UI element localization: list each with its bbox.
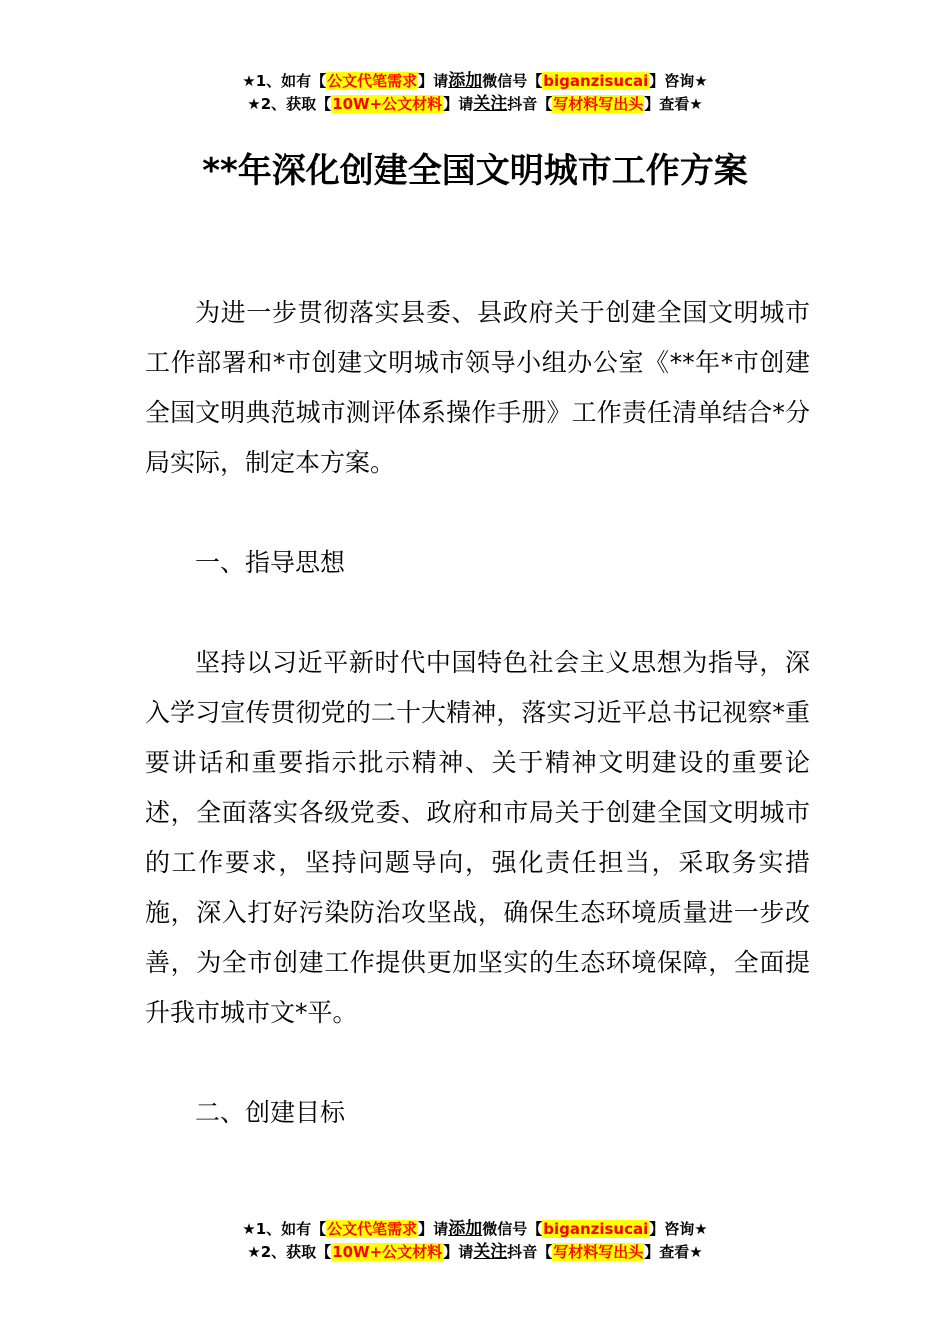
promo-text: 】查看 [644, 95, 690, 113]
promo-highlight: 公文代笔需求 [327, 1220, 418, 1238]
star-icon: ★ [694, 72, 708, 90]
promo-text: 抖音【 [507, 1243, 553, 1261]
promo-emphasis: 添加 [448, 71, 483, 91]
promo-highlight: 公文代笔需求 [327, 72, 418, 90]
promo-text: 】请 [443, 1243, 474, 1261]
promo-text: 1、如有【 [255, 72, 327, 90]
promo-line-1 [0, 70, 950, 93]
promo-text: 微信号【 [482, 72, 543, 90]
promo-text: 】咨询 [649, 72, 695, 90]
star-icon: ★ [689, 1243, 703, 1261]
section-heading-2: 二、创建目标 [195, 1098, 346, 1127]
promo-emphasis: 添加 [448, 1219, 483, 1239]
promo-emphasis: 关注 [473, 1242, 508, 1262]
paragraph-gap [145, 488, 810, 538]
promo-text: 】咨询 [649, 1220, 695, 1238]
star-icon: ★ [242, 72, 256, 90]
promo-douyin-id: 写材料写出头 [553, 1243, 644, 1261]
promo-text: 微信号【 [482, 1220, 543, 1238]
promo-text: 2、获取【 [260, 1243, 332, 1261]
section-heading-1: 一、指导思想 [195, 548, 346, 577]
promo-text: 1、如有【 [255, 1220, 327, 1238]
document-title: **年深化创建全国文明城市工作方案 [202, 151, 748, 191]
star-icon: ★ [247, 1243, 261, 1261]
star-icon: ★ [694, 1220, 708, 1238]
promo-emphasis: 关注 [473, 94, 508, 114]
promo-highlight: 10W+公文材料 [332, 1243, 443, 1261]
star-icon: ★ [689, 95, 703, 113]
promo-text: 】请 [443, 95, 474, 113]
promo-text: 抖音【 [507, 95, 553, 113]
promo-text: 】查看 [644, 1243, 690, 1261]
promo-line-2 [0, 1241, 950, 1264]
star-icon: ★ [247, 95, 261, 113]
paragraph-gap [145, 1038, 810, 1088]
paragraph-gap [145, 588, 810, 638]
intro-paragraph: 为进一步贯彻落实县委、县政府关于创建全国文明城市工作部署和*市创建文明城市领导小组办公室《**年*市创建全国文明典范城市测评体系操作手册》工作责任清单结合*分局实际，制定本方案。 [145, 298, 810, 477]
promo-line-2 [0, 93, 950, 116]
promo-text: 2、获取【 [260, 95, 332, 113]
promo-wechat-id: biganzisucai [543, 1220, 649, 1238]
promo-text: 】请 [418, 72, 449, 90]
section-1-paragraph: 坚持以习近平新时代中国特色社会主义思想为指导，深入学习宣传贯彻党的二十大精神，落实习近平总书记视察*重要讲话和重要指示批示精神、关于精神文明建设的重要论述，全面落实各级党委、政府和市局关于创建全国文明城市的工作要求，坚持问题导向，强化责任担当，采取务实措施，深入打好污染防治攻坚战，确保生态环境质量进一步改善，为全市创建工作提供更加坚实的生态环境保障，全面提升我市城市文*平。 [145, 648, 810, 1027]
promo-highlight: 10W+公文材料 [332, 95, 443, 113]
star-icon: ★ [242, 1220, 256, 1238]
header-promo-banner [0, 70, 950, 116]
promo-line-1 [0, 1218, 950, 1241]
promo-douyin-id: 写材料写出头 [553, 95, 644, 113]
promo-text: 】请 [418, 1220, 449, 1238]
footer-promo-banner [0, 1218, 950, 1264]
promo-wechat-id: biganzisucai [543, 72, 649, 90]
document-body [145, 288, 810, 1138]
